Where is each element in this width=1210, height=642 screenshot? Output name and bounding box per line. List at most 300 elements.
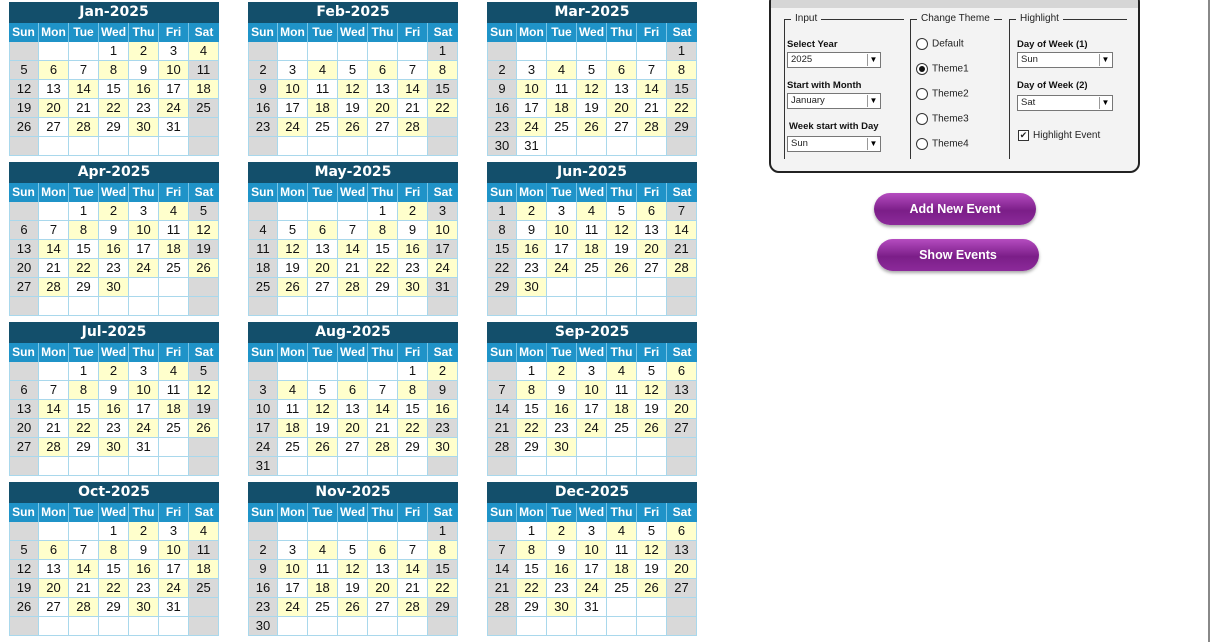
empty-day-cell[interactable] (487, 457, 517, 476)
day-cell[interactable]: 15 (69, 400, 99, 419)
day-cell[interactable]: 27 (39, 118, 69, 137)
day-cell[interactable]: 1 (667, 42, 697, 61)
day-cell[interactable]: 5 (637, 522, 667, 541)
day-cell[interactable]: 13 (9, 400, 39, 419)
day-cell[interactable]: 28 (487, 438, 517, 457)
day-cell[interactable]: 23 (129, 99, 159, 118)
day-cell[interactable]: 17 (547, 240, 577, 259)
day-cell[interactable]: 4 (577, 202, 607, 221)
day-cell[interactable]: 23 (248, 598, 278, 617)
day-cell[interactable]: 20 (667, 400, 697, 419)
day-cell[interactable]: 12 (338, 80, 368, 99)
day-cell[interactable]: 29 (99, 598, 129, 617)
day-cell[interactable]: 5 (189, 202, 219, 221)
day-cell[interactable]: 18 (248, 259, 278, 278)
day-cell[interactable]: 3 (248, 381, 278, 400)
day-cell[interactable]: 20 (637, 240, 667, 259)
day-cell[interactable]: 18 (189, 80, 219, 99)
day-cell[interactable]: 7 (368, 381, 398, 400)
empty-day-cell[interactable] (189, 118, 219, 137)
empty-day-cell[interactable] (9, 522, 39, 541)
day-cell[interactable]: 23 (517, 259, 547, 278)
day-cell[interactable]: 13 (607, 80, 637, 99)
day-cell[interactable]: 19 (338, 99, 368, 118)
day-cell[interactable]: 29 (517, 598, 547, 617)
empty-day-cell[interactable] (278, 617, 308, 636)
day-cell[interactable]: 10 (159, 541, 189, 560)
empty-day-cell[interactable] (39, 457, 69, 476)
day-cell[interactable]: 7 (637, 61, 667, 80)
day-cell[interactable]: 23 (398, 259, 428, 278)
day-cell[interactable]: 3 (129, 362, 159, 381)
day-cell[interactable]: 15 (517, 560, 547, 579)
day-cell[interactable]: 26 (338, 598, 368, 617)
day-cell[interactable]: 2 (487, 61, 517, 80)
day-cell[interactable]: 19 (607, 240, 637, 259)
day-cell[interactable]: 25 (308, 598, 338, 617)
chevron-down-icon[interactable]: ▼ (867, 95, 879, 107)
day-cell[interactable]: 15 (99, 80, 129, 99)
day-cell[interactable]: 23 (248, 118, 278, 137)
day-cell[interactable]: 6 (338, 381, 368, 400)
empty-day-cell[interactable] (189, 598, 219, 617)
empty-day-cell[interactable] (9, 42, 39, 61)
empty-day-cell[interactable] (577, 137, 607, 156)
day-cell[interactable]: 4 (607, 362, 637, 381)
day-cell[interactable]: 5 (189, 362, 219, 381)
day-cell[interactable]: 12 (308, 400, 338, 419)
empty-day-cell[interactable] (428, 297, 458, 316)
day-cell[interactable]: 27 (637, 259, 667, 278)
day-cell[interactable]: 28 (487, 598, 517, 617)
day-cell[interactable]: 1 (428, 42, 458, 61)
empty-day-cell[interactable] (39, 137, 69, 156)
empty-day-cell[interactable] (308, 137, 338, 156)
day-cell[interactable]: 10 (577, 381, 607, 400)
empty-day-cell[interactable] (189, 438, 219, 457)
day-cell[interactable]: 7 (39, 381, 69, 400)
empty-day-cell[interactable] (189, 278, 219, 297)
day-cell[interactable]: 8 (428, 541, 458, 560)
empty-day-cell[interactable] (129, 297, 159, 316)
empty-day-cell[interactable] (547, 457, 577, 476)
empty-day-cell[interactable] (129, 617, 159, 636)
day-cell[interactable]: 12 (9, 560, 39, 579)
empty-day-cell[interactable] (667, 598, 697, 617)
empty-day-cell[interactable] (577, 278, 607, 297)
day-cell[interactable]: 5 (637, 362, 667, 381)
day-cell[interactable]: 14 (398, 560, 428, 579)
day-cell[interactable]: 21 (338, 259, 368, 278)
day-cell[interactable]: 3 (129, 202, 159, 221)
day-cell[interactable]: 20 (667, 560, 697, 579)
day-cell[interactable]: 29 (487, 278, 517, 297)
day-cell[interactable]: 7 (69, 541, 99, 560)
theme-radio[interactable] (916, 113, 969, 125)
empty-day-cell[interactable] (667, 278, 697, 297)
add-new-event-button[interactable]: Add New Event (874, 193, 1036, 225)
empty-day-cell[interactable] (517, 457, 547, 476)
empty-day-cell[interactable] (637, 598, 667, 617)
day-cell[interactable]: 25 (189, 579, 219, 598)
empty-day-cell[interactable] (637, 137, 667, 156)
day-cell[interactable]: 7 (338, 221, 368, 240)
empty-day-cell[interactable] (129, 137, 159, 156)
empty-day-cell[interactable] (99, 617, 129, 636)
empty-day-cell[interactable] (69, 137, 99, 156)
day-cell[interactable]: 21 (667, 240, 697, 259)
day-cell[interactable]: 30 (428, 438, 458, 457)
empty-day-cell[interactable] (547, 42, 577, 61)
day-cell[interactable]: 5 (607, 202, 637, 221)
empty-day-cell[interactable] (428, 118, 458, 137)
day-cell[interactable]: 3 (278, 61, 308, 80)
day-cell[interactable]: 10 (278, 560, 308, 579)
day-cell[interactable]: 30 (517, 278, 547, 297)
day-cell[interactable]: 3 (278, 541, 308, 560)
day-cell[interactable]: 4 (308, 541, 338, 560)
day-cell[interactable]: 16 (248, 579, 278, 598)
empty-day-cell[interactable] (487, 297, 517, 316)
empty-day-cell[interactable] (69, 457, 99, 476)
day-cell[interactable]: 25 (248, 278, 278, 297)
empty-day-cell[interactable] (517, 42, 547, 61)
day-cell[interactable]: 15 (99, 560, 129, 579)
day-cell[interactable]: 20 (338, 419, 368, 438)
empty-day-cell[interactable] (248, 362, 278, 381)
day-cell[interactable]: 8 (99, 541, 129, 560)
day-cell[interactable]: 22 (398, 419, 428, 438)
day-cell[interactable]: 16 (487, 99, 517, 118)
empty-day-cell[interactable] (338, 137, 368, 156)
day-cell[interactable]: 15 (667, 80, 697, 99)
empty-day-cell[interactable] (39, 202, 69, 221)
day-cell[interactable]: 3 (547, 202, 577, 221)
day-cell[interactable]: 9 (129, 61, 159, 80)
empty-day-cell[interactable] (308, 617, 338, 636)
day-cell[interactable]: 17 (517, 99, 547, 118)
day-cell[interactable]: 27 (368, 598, 398, 617)
empty-day-cell[interactable] (667, 438, 697, 457)
empty-day-cell[interactable] (487, 617, 517, 636)
empty-day-cell[interactable] (39, 522, 69, 541)
day-cell[interactable]: 11 (189, 61, 219, 80)
day-cell[interactable]: 22 (517, 579, 547, 598)
day-cell[interactable]: 11 (308, 560, 338, 579)
day-cell[interactable]: 26 (577, 118, 607, 137)
day-cell[interactable]: 7 (69, 61, 99, 80)
day-cell[interactable]: 4 (189, 42, 219, 61)
day-cell[interactable]: 5 (308, 381, 338, 400)
empty-day-cell[interactable] (248, 42, 278, 61)
day-cell[interactable]: 31 (517, 137, 547, 156)
day-cell[interactable]: 10 (577, 541, 607, 560)
empty-day-cell[interactable] (39, 617, 69, 636)
day-cell[interactable]: 30 (487, 137, 517, 156)
day-cell[interactable]: 3 (577, 362, 607, 381)
day-cell[interactable]: 2 (398, 202, 428, 221)
empty-day-cell[interactable] (308, 522, 338, 541)
day-cell[interactable]: 30 (248, 617, 278, 636)
day-cell[interactable]: 20 (607, 99, 637, 118)
empty-day-cell[interactable] (577, 438, 607, 457)
empty-day-cell[interactable] (278, 297, 308, 316)
day-cell[interactable]: 1 (398, 362, 428, 381)
empty-day-cell[interactable] (607, 438, 637, 457)
day-cell[interactable]: 2 (129, 42, 159, 61)
day-cell[interactable]: 1 (428, 522, 458, 541)
day-cell[interactable]: 18 (278, 419, 308, 438)
empty-day-cell[interactable] (487, 42, 517, 61)
day-cell[interactable]: 14 (338, 240, 368, 259)
day-cell[interactable]: 19 (637, 560, 667, 579)
day-cell[interactable]: 3 (428, 202, 458, 221)
day-cell[interactable]: 15 (398, 400, 428, 419)
day-cell[interactable]: 12 (607, 221, 637, 240)
day-cell[interactable]: 25 (278, 438, 308, 457)
day-cell[interactable]: 7 (487, 381, 517, 400)
empty-day-cell[interactable] (248, 297, 278, 316)
day-cell[interactable]: 10 (129, 221, 159, 240)
day-cell[interactable]: 10 (428, 221, 458, 240)
day-cell[interactable]: 3 (517, 61, 547, 80)
empty-day-cell[interactable] (338, 297, 368, 316)
day-cell[interactable]: 19 (637, 400, 667, 419)
day-cell[interactable]: 11 (159, 221, 189, 240)
theme-radio[interactable] (916, 138, 969, 150)
day-cell[interactable]: 27 (368, 118, 398, 137)
day-cell[interactable]: 11 (607, 381, 637, 400)
start-month-dropdown[interactable] (787, 93, 881, 109)
day-cell[interactable]: 1 (368, 202, 398, 221)
day-cell[interactable]: 16 (398, 240, 428, 259)
empty-day-cell[interactable] (428, 617, 458, 636)
day-cell[interactable]: 26 (607, 259, 637, 278)
empty-day-cell[interactable] (99, 457, 129, 476)
chevron-down-icon[interactable]: ▼ (867, 138, 879, 150)
day-cell[interactable]: 14 (487, 560, 517, 579)
empty-day-cell[interactable] (607, 617, 637, 636)
day-cell[interactable]: 26 (338, 118, 368, 137)
empty-day-cell[interactable] (9, 362, 39, 381)
day-cell[interactable]: 15 (517, 400, 547, 419)
day-cell[interactable]: 1 (99, 42, 129, 61)
empty-day-cell[interactable] (487, 522, 517, 541)
day-cell[interactable]: 18 (607, 400, 637, 419)
day-cell[interactable]: 19 (308, 419, 338, 438)
day-cell[interactable]: 24 (159, 579, 189, 598)
day-cell[interactable]: 26 (308, 438, 338, 457)
empty-day-cell[interactable] (159, 137, 189, 156)
day-cell[interactable]: 6 (39, 61, 69, 80)
day-cell[interactable]: 26 (9, 598, 39, 617)
day-cell[interactable]: 23 (428, 419, 458, 438)
day-cell[interactable]: 22 (428, 99, 458, 118)
empty-day-cell[interactable] (398, 457, 428, 476)
week-start-dropdown[interactable] (787, 136, 881, 152)
empty-day-cell[interactable] (248, 137, 278, 156)
day-cell[interactable]: 29 (99, 118, 129, 137)
day-cell[interactable]: 13 (39, 560, 69, 579)
day-cell[interactable]: 8 (99, 61, 129, 80)
day-cell[interactable]: 19 (577, 99, 607, 118)
day-cell[interactable]: 24 (547, 259, 577, 278)
day-cell[interactable]: 13 (667, 541, 697, 560)
day-cell[interactable]: 24 (248, 438, 278, 457)
radio-icon[interactable] (916, 138, 928, 150)
empty-day-cell[interactable] (338, 362, 368, 381)
select-year-dropdown[interactable] (787, 52, 881, 68)
empty-day-cell[interactable] (368, 297, 398, 316)
day-cell[interactable]: 27 (308, 278, 338, 297)
day-cell[interactable]: 11 (278, 400, 308, 419)
day-cell[interactable]: 11 (189, 541, 219, 560)
day-cell[interactable]: 13 (338, 400, 368, 419)
empty-day-cell[interactable] (338, 457, 368, 476)
day-cell[interactable]: 30 (99, 438, 129, 457)
day-cell[interactable]: 26 (189, 259, 219, 278)
day-cell[interactable]: 21 (69, 99, 99, 118)
day-cell[interactable]: 4 (159, 362, 189, 381)
day-cell[interactable]: 15 (368, 240, 398, 259)
day-cell[interactable]: 23 (547, 419, 577, 438)
day-cell[interactable]: 11 (547, 80, 577, 99)
empty-day-cell[interactable] (637, 457, 667, 476)
chevron-down-icon[interactable]: ▼ (1099, 97, 1111, 109)
day-cell[interactable]: 30 (398, 278, 428, 297)
day-cell[interactable]: 8 (69, 221, 99, 240)
day-cell[interactable]: 8 (428, 61, 458, 80)
day-cell[interactable]: 9 (99, 381, 129, 400)
empty-day-cell[interactable] (547, 278, 577, 297)
day-cell[interactable]: 31 (248, 457, 278, 476)
empty-day-cell[interactable] (517, 617, 547, 636)
day-cell[interactable]: 23 (129, 579, 159, 598)
day-cell[interactable]: 24 (577, 419, 607, 438)
day-cell[interactable]: 6 (308, 221, 338, 240)
day-cell[interactable]: 31 (428, 278, 458, 297)
day-cell[interactable]: 29 (428, 598, 458, 617)
day-cell[interactable]: 13 (368, 80, 398, 99)
empty-day-cell[interactable] (278, 522, 308, 541)
theme-radio[interactable] (916, 38, 964, 50)
empty-day-cell[interactable] (577, 457, 607, 476)
day-cell[interactable]: 23 (547, 579, 577, 598)
day-cell[interactable]: 2 (517, 202, 547, 221)
day-cell[interactable]: 24 (517, 118, 547, 137)
theme-radio[interactable] (916, 63, 969, 75)
day-cell[interactable]: 20 (368, 579, 398, 598)
day-cell[interactable]: 14 (368, 400, 398, 419)
day-cell[interactable]: 20 (368, 99, 398, 118)
day-cell[interactable]: 24 (278, 118, 308, 137)
day-cell[interactable]: 24 (159, 99, 189, 118)
day-cell[interactable]: 13 (637, 221, 667, 240)
dow1-dropdown[interactable] (1017, 52, 1113, 68)
day-cell[interactable]: 21 (637, 99, 667, 118)
day-cell[interactable]: 30 (129, 118, 159, 137)
empty-day-cell[interactable] (308, 42, 338, 61)
empty-day-cell[interactable] (129, 278, 159, 297)
radio-icon[interactable] (916, 63, 928, 75)
day-cell[interactable]: 29 (69, 438, 99, 457)
empty-day-cell[interactable] (667, 617, 697, 636)
day-cell[interactable]: 13 (667, 381, 697, 400)
day-cell[interactable]: 6 (368, 541, 398, 560)
empty-day-cell[interactable] (607, 297, 637, 316)
day-cell[interactable]: 7 (487, 541, 517, 560)
chevron-down-icon[interactable]: ▼ (1099, 54, 1111, 66)
day-cell[interactable]: 9 (547, 541, 577, 560)
day-cell[interactable]: 17 (577, 400, 607, 419)
day-cell[interactable]: 6 (667, 362, 697, 381)
empty-day-cell[interactable] (189, 137, 219, 156)
checkbox-icon[interactable]: ✔ (1019, 130, 1028, 140)
empty-day-cell[interactable] (547, 137, 577, 156)
show-events-button[interactable]: Show Events (877, 239, 1039, 271)
day-cell[interactable]: 24 (129, 259, 159, 278)
day-cell[interactable]: 17 (129, 240, 159, 259)
day-cell[interactable]: 28 (368, 438, 398, 457)
day-cell[interactable]: 11 (248, 240, 278, 259)
day-cell[interactable]: 6 (9, 381, 39, 400)
day-cell[interactable]: 1 (517, 522, 547, 541)
empty-day-cell[interactable] (189, 617, 219, 636)
day-cell[interactable]: 8 (368, 221, 398, 240)
day-cell[interactable]: 5 (9, 61, 39, 80)
day-cell[interactable]: 9 (487, 80, 517, 99)
day-cell[interactable]: 16 (129, 560, 159, 579)
empty-day-cell[interactable] (428, 137, 458, 156)
day-cell[interactable]: 5 (577, 61, 607, 80)
day-cell[interactable]: 15 (428, 80, 458, 99)
day-cell[interactable]: 22 (99, 99, 129, 118)
empty-day-cell[interactable] (69, 522, 99, 541)
day-cell[interactable]: 27 (39, 598, 69, 617)
day-cell[interactable]: 26 (637, 579, 667, 598)
day-cell[interactable]: 12 (9, 80, 39, 99)
highlight-event-checkbox[interactable] (1018, 130, 1100, 141)
day-cell[interactable]: 18 (577, 240, 607, 259)
day-cell[interactable]: 16 (428, 400, 458, 419)
day-cell[interactable]: 14 (39, 240, 69, 259)
day-cell[interactable]: 14 (398, 80, 428, 99)
empty-day-cell[interactable] (368, 362, 398, 381)
empty-day-cell[interactable] (129, 457, 159, 476)
day-cell[interactable]: 27 (607, 118, 637, 137)
empty-day-cell[interactable] (39, 362, 69, 381)
day-cell[interactable]: 21 (398, 99, 428, 118)
empty-day-cell[interactable] (308, 297, 338, 316)
day-cell[interactable]: 19 (189, 400, 219, 419)
empty-day-cell[interactable] (637, 42, 667, 61)
empty-day-cell[interactable] (248, 202, 278, 221)
empty-day-cell[interactable] (368, 137, 398, 156)
day-cell[interactable]: 25 (159, 259, 189, 278)
day-cell[interactable]: 12 (189, 221, 219, 240)
empty-day-cell[interactable] (517, 297, 547, 316)
day-cell[interactable]: 22 (667, 99, 697, 118)
day-cell[interactable]: 1 (487, 202, 517, 221)
day-cell[interactable]: 1 (99, 522, 129, 541)
day-cell[interactable]: 10 (278, 80, 308, 99)
day-cell[interactable]: 28 (39, 278, 69, 297)
day-cell[interactable]: 16 (99, 240, 129, 259)
day-cell[interactable]: 29 (667, 118, 697, 137)
day-cell[interactable]: 8 (517, 381, 547, 400)
empty-day-cell[interactable] (398, 617, 428, 636)
day-cell[interactable]: 28 (398, 118, 428, 137)
